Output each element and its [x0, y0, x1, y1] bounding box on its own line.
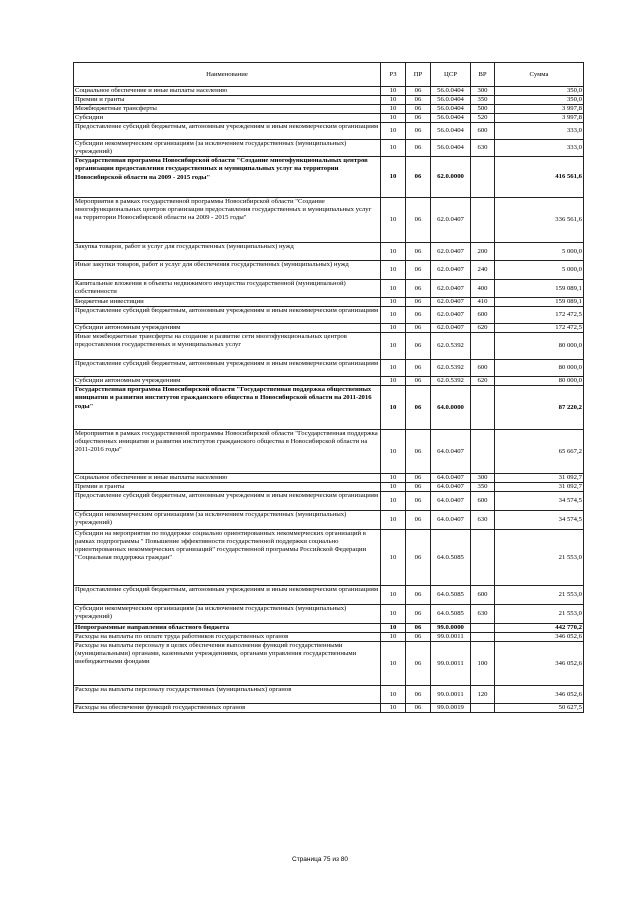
cell-csr: 62.0.5392 [431, 377, 471, 386]
table-row [74, 624, 584, 633]
table-row [74, 87, 584, 96]
cell-rz: 10 [381, 333, 406, 360]
table-row [74, 198, 584, 243]
cell-pr: 06 [406, 483, 431, 492]
header-pr: ПР [406, 63, 431, 87]
cell-pr: 06 [406, 686, 431, 704]
cell-name: Капитальные вложения в объекты недвижимого имущества государственной (муниципальной) собственности [74, 280, 381, 298]
cell-name: Премии и гранты [74, 96, 381, 105]
cell-sum: 5 000,0 [495, 261, 584, 280]
cell-vr [471, 633, 495, 642]
cell-vr: 600 [471, 586, 495, 605]
cell-csr: 56.0.0404 [431, 87, 471, 96]
cell-sum: 159 089,1 [495, 280, 584, 298]
cell-vr: 520 [471, 114, 495, 123]
cell-pr: 06 [406, 633, 431, 642]
cell-rz: 10 [381, 280, 406, 298]
table-row [74, 123, 584, 140]
cell-rz: 10 [381, 686, 406, 704]
cell-name: Предоставление субсидий бюджетным, автономным учреждениям и иным некоммерческим организациям [74, 492, 381, 511]
table-row [74, 324, 584, 333]
cell-rz: 10 [381, 114, 406, 123]
cell-csr: 62.0.5392 [431, 360, 471, 377]
cell-vr: 350 [471, 483, 495, 492]
cell-pr: 06 [406, 386, 431, 430]
cell-rz: 10 [381, 474, 406, 483]
cell-vr: 630 [471, 605, 495, 624]
cell-sum: 333,0 [495, 123, 584, 140]
table-row [74, 430, 584, 474]
cell-name: Иные закупки товаров, работ и услуг для обеспечения государственных (муниципальных) нужд [74, 261, 381, 280]
cell-pr: 06 [406, 530, 431, 586]
cell-csr: 62.0.0407 [431, 298, 471, 307]
cell-rz: 10 [381, 511, 406, 530]
cell-sum: 5 000,0 [495, 243, 584, 261]
cell-rz: 10 [381, 642, 406, 686]
cell-rz: 10 [381, 704, 406, 713]
table-row [74, 530, 584, 586]
cell-pr: 06 [406, 261, 431, 280]
cell-sum: 80 000,0 [495, 360, 584, 377]
cell-rz: 10 [381, 157, 406, 198]
table-row [74, 377, 584, 386]
cell-pr: 06 [406, 105, 431, 114]
cell-name: Субсидии некоммерческим организациям (за исключением государственных (муниципальных) учреждений) [74, 511, 381, 530]
cell-sum: 172 472,5 [495, 324, 584, 333]
cell-csr: 99.0.0011 [431, 642, 471, 686]
cell-vr [471, 386, 495, 430]
table-row [74, 642, 584, 686]
cell-vr: 600 [471, 492, 495, 511]
cell-name: Бюджетные инвестиции [74, 298, 381, 307]
table-header [74, 63, 584, 87]
header-csr: ЦСР [431, 63, 471, 87]
cell-rz: 10 [381, 87, 406, 96]
cell-name: Социальное обеспечение и иные выплаты населению [74, 474, 381, 483]
cell-vr [471, 430, 495, 474]
cell-name: Иные межбюджетные трансферты на создание и развитие сети многофункциональных центров предоставления государственных и муниципальных услуг [74, 333, 381, 360]
cell-rz: 10 [381, 298, 406, 307]
cell-name: Субсидии некоммерческим организациям (за исключением государственных (муниципальных) учреждений) [74, 605, 381, 624]
cell-pr: 06 [406, 123, 431, 140]
cell-name: Мероприятия в рамках государственной программы Новосибирской области "Создание многофункциональных центров организации предоставления государственных и муниципальных услуг на территории Новосибирской области на 2009 - 2015 годы" [74, 198, 381, 243]
cell-sum: 87 220,2 [495, 386, 584, 430]
cell-sum: 31 092,7 [495, 483, 584, 492]
table-row [74, 105, 584, 114]
cell-vr: 600 [471, 307, 495, 324]
cell-name: Непрограммные направления областного бюджета [74, 624, 381, 633]
table-row [74, 511, 584, 530]
cell-vr: 240 [471, 261, 495, 280]
cell-vr: 350 [471, 96, 495, 105]
cell-rz: 10 [381, 605, 406, 624]
cell-rz: 10 [381, 586, 406, 605]
cell-csr: 64.0.0407 [431, 474, 471, 483]
cell-name: Субсидии на мероприятия по поддержке социально ориентированных некоммерческих организаций в рамках подпрограммы " Повышение эффективности государственной поддержки социально ориентированных некоммерческих организаций" государственной программы Российской Федерации "Социальная поддержка граждан" [74, 530, 381, 586]
cell-vr: 100 [471, 642, 495, 686]
cell-rz: 10 [381, 324, 406, 333]
cell-rz: 10 [381, 360, 406, 377]
table-row [74, 492, 584, 511]
cell-vr: 300 [471, 474, 495, 483]
table-row [74, 333, 584, 360]
cell-csr: 64.0.5085 [431, 586, 471, 605]
cell-name: Предоставление субсидий бюджетным, автономным учреждениям и иным некоммерческим организациям [74, 586, 381, 605]
cell-pr: 06 [406, 605, 431, 624]
cell-rz: 10 [381, 96, 406, 105]
cell-sum: 3 997,8 [495, 114, 584, 123]
cell-csr: 64.0.0407 [431, 492, 471, 511]
cell-name: Расходы на выплаты по оплате труда работников государственных органов [74, 633, 381, 642]
cell-pr: 06 [406, 333, 431, 360]
cell-csr: 62.0.0407 [431, 307, 471, 324]
cell-sum: 346 052,6 [495, 633, 584, 642]
cell-vr: 620 [471, 324, 495, 333]
table-row [74, 114, 584, 123]
cell-sum: 21 553,0 [495, 586, 584, 605]
cell-name: Социальное обеспечение и иные выплаты населению [74, 87, 381, 96]
cell-vr: 120 [471, 686, 495, 704]
cell-csr: 62.0.0000 [431, 157, 471, 198]
cell-rz: 10 [381, 123, 406, 140]
table-row [74, 586, 584, 605]
cell-pr: 06 [406, 360, 431, 377]
cell-rz: 10 [381, 430, 406, 474]
cell-csr: 62.0.0407 [431, 243, 471, 261]
cell-sum: 80 000,0 [495, 377, 584, 386]
cell-pr: 06 [406, 198, 431, 243]
header-rz: РЗ [381, 63, 406, 87]
cell-csr: 64.0.0407 [431, 483, 471, 492]
table-row [74, 483, 584, 492]
table-row [74, 243, 584, 261]
header-row [74, 63, 584, 87]
cell-pr: 06 [406, 298, 431, 307]
table-row [74, 474, 584, 483]
cell-csr: 99.0.0011 [431, 633, 471, 642]
cell-pr: 06 [406, 586, 431, 605]
cell-sum: 34 574,5 [495, 511, 584, 530]
cell-csr: 56.0.0404 [431, 96, 471, 105]
table-row [74, 686, 584, 704]
header-vr: ВР [471, 63, 495, 87]
cell-name: Предоставление субсидий бюджетным, автономным учреждениям и иным некоммерческим организациям [74, 360, 381, 377]
cell-pr: 06 [406, 430, 431, 474]
cell-sum: 416 561,6 [495, 157, 584, 198]
cell-csr: 64.0.0000 [431, 386, 471, 430]
cell-name: Субсидии некоммерческим организациям (за исключением государственных (муниципальных) учреждений) [74, 140, 381, 157]
table-row [74, 307, 584, 324]
cell-sum: 159 089,1 [495, 298, 584, 307]
cell-name: Предоставление субсидий бюджетным, автономным учреждениям и иным некоммерческим организациям [74, 307, 381, 324]
table-row [74, 261, 584, 280]
cell-rz: 10 [381, 633, 406, 642]
cell-pr: 06 [406, 704, 431, 713]
cell-sum: 31 092,7 [495, 474, 584, 483]
cell-csr: 62.0.5392 [431, 333, 471, 360]
header-name: Наименование [74, 63, 381, 87]
cell-vr: 600 [471, 360, 495, 377]
cell-vr [471, 624, 495, 633]
cell-csr: 99.0.0000 [431, 624, 471, 633]
cell-pr: 06 [406, 492, 431, 511]
cell-name: Расходы на выплаты персоналу государственных (муниципальных) органов [74, 686, 381, 704]
table-row [74, 140, 584, 157]
table-row [74, 704, 584, 713]
cell-csr: 62.0.0407 [431, 198, 471, 243]
cell-pr: 06 [406, 377, 431, 386]
cell-pr: 06 [406, 511, 431, 530]
table-row [74, 298, 584, 307]
cell-rz: 10 [381, 198, 406, 243]
cell-sum: 50 627,5 [495, 704, 584, 713]
cell-sum: 350,0 [495, 96, 584, 105]
cell-sum: 442 770,2 [495, 624, 584, 633]
cell-pr: 06 [406, 157, 431, 198]
cell-csr: 56.0.0404 [431, 123, 471, 140]
cell-csr: 99.0.0019 [431, 704, 471, 713]
cell-csr: 62.0.0407 [431, 280, 471, 298]
cell-name: Государственная программа Новосибирской области "Государственная поддержка общественных инициатив и развития институтов гражданского общества в Новосибирской области на 2011-2016 годы" [74, 386, 381, 430]
cell-vr: 600 [471, 123, 495, 140]
cell-csr: 56.0.0404 [431, 140, 471, 157]
cell-csr: 64.0.0407 [431, 430, 471, 474]
cell-pr: 06 [406, 624, 431, 633]
cell-rz: 10 [381, 307, 406, 324]
cell-sum: 346 052,6 [495, 642, 584, 686]
cell-rz: 10 [381, 386, 406, 430]
cell-pr: 06 [406, 642, 431, 686]
cell-csr: 62.0.0407 [431, 324, 471, 333]
cell-pr: 06 [406, 324, 431, 333]
cell-name: Мероприятия в рамках государственной программы Новосибирской области "Государственная поддержка общественных инициатив и развития институтов гражданского общества в Новосибирской области на 2011-2016 годы" [74, 430, 381, 474]
cell-sum: 21 553,0 [495, 605, 584, 624]
cell-sum: 336 561,6 [495, 198, 584, 243]
page-number: Страница 75 из 80 [292, 856, 348, 863]
budget-table [73, 62, 584, 713]
cell-csr: 56.0.0404 [431, 114, 471, 123]
cell-vr [471, 157, 495, 198]
cell-name: Межбюджетные трансферты [74, 105, 381, 114]
cell-rz: 10 [381, 261, 406, 280]
cell-sum: 34 574,5 [495, 492, 584, 511]
cell-pr: 06 [406, 243, 431, 261]
table-row [74, 633, 584, 642]
cell-rz: 10 [381, 530, 406, 586]
cell-vr: 620 [471, 377, 495, 386]
cell-vr: 410 [471, 298, 495, 307]
cell-sum: 172 472,5 [495, 307, 584, 324]
table-row [74, 157, 584, 198]
cell-name: Предоставление субсидий бюджетным, автономным учреждениям и иным некоммерческим организациям [74, 123, 381, 140]
cell-rz: 10 [381, 243, 406, 261]
cell-sum: 333,0 [495, 140, 584, 157]
cell-sum: 80 000,0 [495, 333, 584, 360]
cell-sum: 350,0 [495, 87, 584, 96]
header-sum: Сумма [495, 63, 584, 87]
cell-vr [471, 530, 495, 586]
cell-sum: 3 997,8 [495, 105, 584, 114]
cell-name: Расходы на выплаты персоналу в целях обеспечения выполнения функций государственными (муниципальными) органами, казенными учреждениями, органами управления государственными внебюджетными фондами [74, 642, 381, 686]
cell-vr [471, 333, 495, 360]
cell-name: Премии и гранты [74, 483, 381, 492]
cell-name: Закупка товаров, работ и услуг для государственных (муниципальных) нужд [74, 243, 381, 261]
cell-csr: 64.0.5085 [431, 605, 471, 624]
cell-pr: 06 [406, 114, 431, 123]
cell-rz: 10 [381, 140, 406, 157]
cell-vr: 300 [471, 87, 495, 96]
cell-vr: 200 [471, 243, 495, 261]
cell-pr: 06 [406, 307, 431, 324]
cell-csr: 64.0.5085 [431, 530, 471, 586]
cell-name: Субсидии автономным учреждениям [74, 324, 381, 333]
cell-csr: 62.0.0407 [431, 261, 471, 280]
cell-pr: 06 [406, 87, 431, 96]
cell-csr: 99.0.0011 [431, 686, 471, 704]
cell-csr: 64.0.0407 [431, 511, 471, 530]
cell-pr: 06 [406, 140, 431, 157]
cell-csr: 56.0.0404 [431, 105, 471, 114]
cell-vr: 630 [471, 140, 495, 157]
table-row [74, 96, 584, 105]
table-row [74, 360, 584, 377]
cell-rz: 10 [381, 377, 406, 386]
table-body [74, 87, 584, 713]
cell-rz: 10 [381, 624, 406, 633]
cell-sum: 65 667,2 [495, 430, 584, 474]
cell-name: Субсидии автономным учреждениям [74, 377, 381, 386]
table-row [74, 605, 584, 624]
cell-vr [471, 704, 495, 713]
cell-name: Субсидии [74, 114, 381, 123]
cell-name: Государственная программа Новосибирской области "Создание многофункциональных центров организации предоставления государственных и муниципальных услуг на территории Новосибирской области на 2009 - 2015 годы" [74, 157, 381, 198]
cell-rz: 10 [381, 492, 406, 511]
cell-vr: 630 [471, 511, 495, 530]
cell-vr: 500 [471, 105, 495, 114]
table-row [74, 280, 584, 298]
cell-vr: 400 [471, 280, 495, 298]
cell-pr: 06 [406, 474, 431, 483]
cell-pr: 06 [406, 96, 431, 105]
table-row [74, 386, 584, 430]
cell-pr: 06 [406, 280, 431, 298]
cell-rz: 10 [381, 105, 406, 114]
cell-sum: 21 553,0 [495, 530, 584, 586]
cell-name: Расходы на обеспечение функций государственных органов [74, 704, 381, 713]
cell-sum: 346 052,6 [495, 686, 584, 704]
cell-vr [471, 198, 495, 243]
cell-rz: 10 [381, 483, 406, 492]
